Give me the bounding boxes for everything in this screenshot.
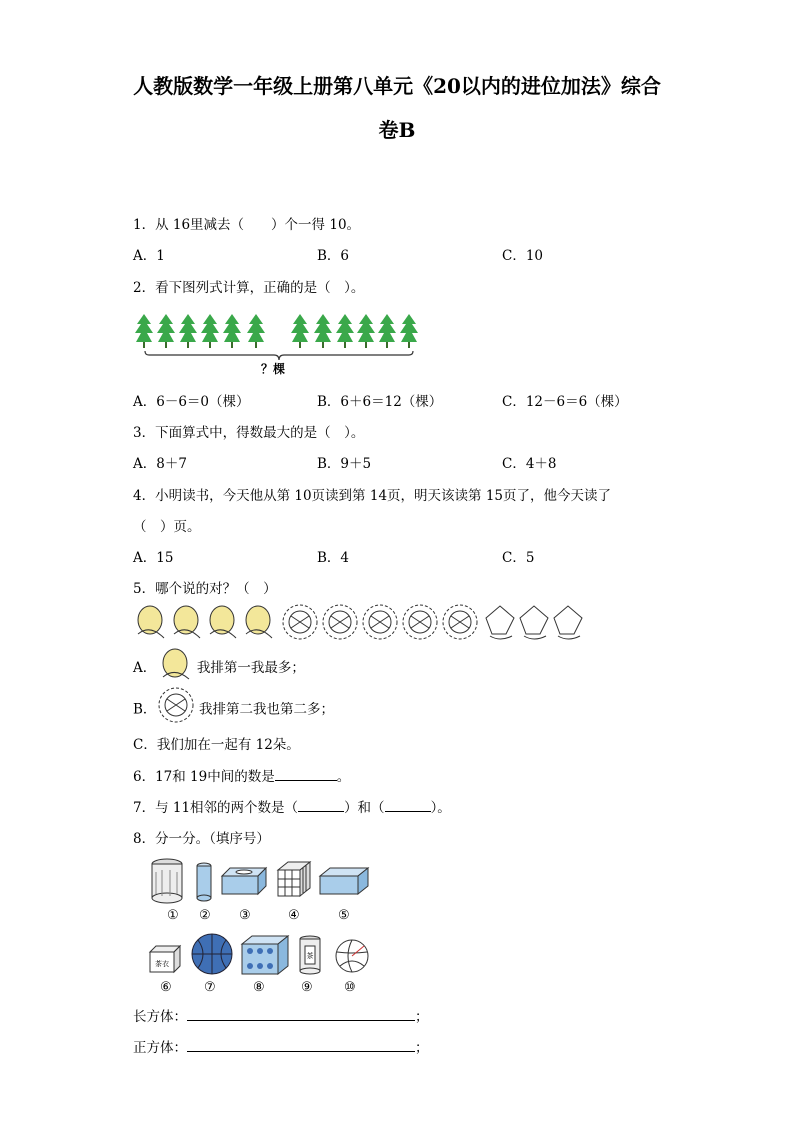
question-3-option-b: B．9＋5 bbox=[317, 456, 372, 472]
label-1: ① bbox=[167, 908, 179, 923]
tree-icon bbox=[201, 314, 219, 350]
question-5-option-b bbox=[133, 697, 334, 723]
basketball-icon bbox=[190, 932, 234, 976]
question-6 bbox=[133, 765, 350, 785]
option-a-prefix: A． bbox=[133, 660, 157, 676]
question-3-text: 3．下面算式中，得数最大的是（ ）。 bbox=[133, 425, 365, 441]
question-5-text: 5．哪个说的对？（ ） bbox=[133, 581, 277, 597]
tea-can-icon bbox=[298, 934, 322, 976]
question-7-text: 7．与 11相邻的两个数是（ bbox=[133, 800, 299, 816]
tree-icon bbox=[314, 314, 332, 350]
question-2-option-c: C．12－6＝6（棵） bbox=[502, 394, 628, 410]
label-2: ② bbox=[199, 908, 211, 923]
question-6-suffix: 。 bbox=[336, 769, 351, 785]
question-7-blank-1[interactable] bbox=[298, 799, 344, 812]
question-6-blank[interactable] bbox=[275, 768, 337, 781]
label-3: ③ bbox=[239, 908, 251, 923]
tea-box-icon bbox=[148, 944, 182, 974]
tree-icon bbox=[179, 314, 197, 350]
tea-can-label: 茶 bbox=[306, 952, 314, 960]
volleyball-icon bbox=[334, 938, 370, 974]
label-7: ⑦ bbox=[204, 980, 216, 995]
document-title-line2: 卷B bbox=[378, 118, 416, 142]
question-7-suffix: ）。 bbox=[430, 800, 451, 816]
question-1-option-a: A．1 bbox=[133, 248, 165, 264]
tree-icon bbox=[291, 314, 309, 350]
question-4-option-a: A．15 bbox=[133, 550, 174, 566]
option-a-text: 我排第一我最多； bbox=[196, 660, 305, 676]
cube-answer-blank[interactable] bbox=[187, 1039, 415, 1052]
question-4-text-line1: 4．小明读书，今天他从第 10页读到第 14页，明天该读第 15页了，他今天读了 bbox=[133, 488, 611, 504]
flowers-icon bbox=[132, 602, 588, 642]
brick-icon bbox=[318, 866, 370, 896]
label-5: ⑤ bbox=[338, 908, 350, 923]
question-2-option-a: A．6－6＝0（棵） bbox=[133, 394, 250, 410]
question-2-text: 2．看下图列式计算，正确的是（ ）。 bbox=[133, 280, 365, 296]
question-1-option-b: B．6 bbox=[317, 248, 350, 264]
tree-icon bbox=[378, 314, 396, 350]
tree-icon bbox=[247, 314, 265, 350]
question-4-option-c: C．5 bbox=[502, 550, 535, 566]
question-4-option-b: B．4 bbox=[317, 550, 350, 566]
cube-answer-row bbox=[133, 1036, 429, 1056]
tissue-box-icon bbox=[220, 866, 268, 896]
tree-icon bbox=[135, 314, 153, 350]
cuboid-end-mark: ； bbox=[415, 1009, 429, 1025]
question-5-option-c: C．我们加在一起有 12朵。 bbox=[133, 737, 300, 753]
option-b-text: 我排第二我也第二多； bbox=[199, 701, 335, 718]
cylinder-icon bbox=[195, 862, 213, 902]
label-9: ⑨ bbox=[301, 980, 313, 995]
document-title-line1: 人教版数学一年级上册第八单元《20以内的进位加法》综合 bbox=[133, 74, 661, 98]
chrysanthemum-icon bbox=[157, 647, 193, 681]
label-6: ⑥ bbox=[160, 980, 172, 995]
dice-icon bbox=[240, 934, 290, 976]
cube-label: 正方体： bbox=[133, 1040, 187, 1056]
sunflower-icon bbox=[157, 687, 195, 723]
question-7-blank-2[interactable] bbox=[385, 799, 431, 812]
cuboid-label: 长方体： bbox=[133, 1009, 187, 1025]
question-7-mid: ）和（ bbox=[344, 800, 385, 816]
tree-icon bbox=[357, 314, 375, 350]
tree-icon bbox=[223, 314, 241, 350]
cube-end-mark: ； bbox=[415, 1040, 429, 1056]
tree-icon bbox=[157, 314, 175, 350]
question-3-option-a: A．8＋7 bbox=[133, 456, 187, 472]
option-b-prefix: B． bbox=[133, 701, 157, 718]
label-10: ⑩ bbox=[344, 980, 356, 995]
trees-figure-label: ？棵 bbox=[261, 362, 286, 376]
flowers-figure bbox=[132, 602, 588, 646]
rubik-cube-icon bbox=[276, 860, 312, 900]
question-1-text: 1．从 16里减去（ ）个一得 10。 bbox=[133, 217, 361, 233]
cuboid-answer-row bbox=[133, 1005, 429, 1025]
question-5-option-a bbox=[133, 656, 305, 681]
question-8-text: 8．分一分。（填序号） bbox=[133, 831, 270, 847]
can-icon bbox=[150, 858, 184, 904]
tree-icon bbox=[400, 314, 418, 350]
question-6-text: 6．17和 19中间的数是 bbox=[133, 769, 275, 785]
question-7 bbox=[133, 796, 451, 816]
tea-box-label: 茶衣 bbox=[155, 960, 169, 968]
question-2-option-b: B．6＋6＝12（棵） bbox=[317, 394, 443, 410]
label-4: ④ bbox=[288, 908, 300, 923]
question-3-option-c: C．4＋8 bbox=[502, 456, 557, 472]
cuboid-answer-blank[interactable] bbox=[187, 1008, 415, 1021]
question-4-text-line2: （ ）页。 bbox=[133, 519, 201, 535]
label-8: ⑧ bbox=[253, 980, 265, 995]
tree-icon bbox=[336, 314, 354, 350]
question-1-option-c: C．10 bbox=[502, 248, 544, 264]
